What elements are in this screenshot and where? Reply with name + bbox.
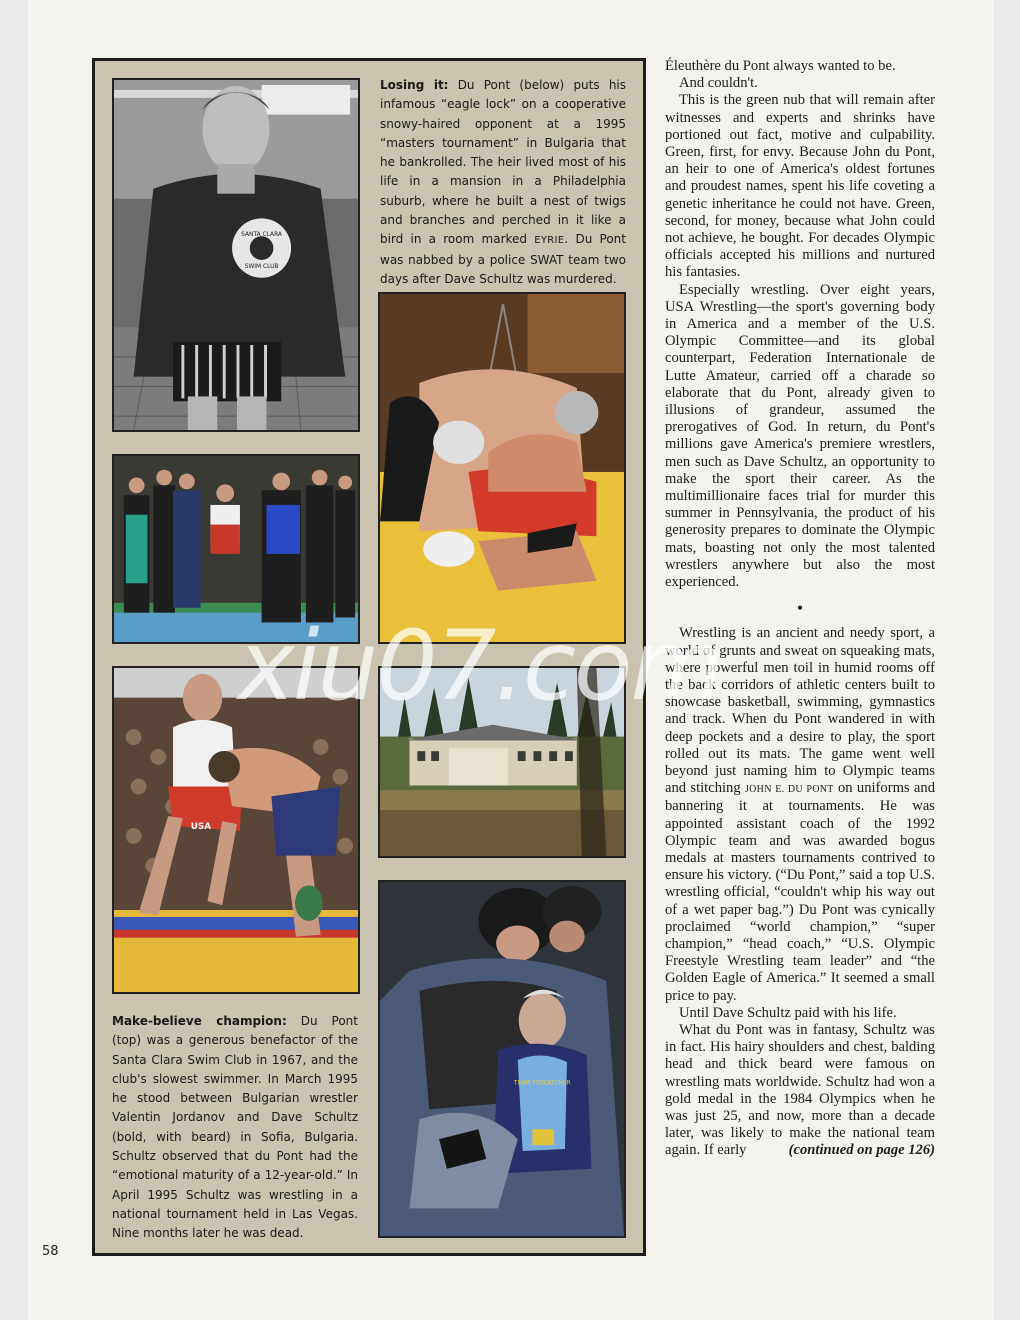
caption-text-end: . Du Pont was nabbed by a police SWAT team two days after Dave Schultz was murdered. [380, 232, 626, 286]
article-paragraph: And couldn't. [679, 75, 758, 92]
swim-patch-bottom-text: SWIM CLUB [244, 263, 279, 270]
caption-lead: Make-believe champion: [112, 1014, 287, 1028]
article-paragraph: Especially wrestling. Over eight years, USA Wrestling—the sport's governing body in America and a member of the U.S. Olympic Committee—and its global counterpart, Federation Internationale de Lutte Amateur, carried off a charade so elaborate that du Pont, already given to illusions of grandeur, assumed the prerogatives of God. In return, du Pont's millions gave America's premiere wrestlers, men such as Dave Schultz, an opportunity to make the sport their career. As the multimillionaire faces trial for murder this summer in Pennsylvania, the product of his generosity prepares to dominate the Olympic mats, boasting not only the most talented wrestlers anywhere but also the most experienced. [665, 281, 935, 591]
photo-eagle-lock [378, 292, 626, 644]
swim-patch-top-text: SANTA CLARA [241, 232, 282, 239]
article-paragraph [665, 1022, 935, 1160]
article-text: on uniforms and bannering it at tournaments. He was appointed assistant coach of the 1992 Olympic team and was awarded bogus medals at masters tournaments contrived to ensure his victory. (“Du Pont,” said a top U.S. wrestling official, “couldn't whip his way out of a wet paper bag.”) Du Pont was cynically proclaimed “world champion,” “super champion,” “head coach,” “U.S. Olympic Freestyle Wrestling team leader” and “the Golden Eagle of America.” It seemed a small price to pay. [665, 780, 935, 1004]
caption-lead: Losing it: [380, 78, 449, 92]
article-paragraph: Éleuthère du Pont always wanted to be. [665, 58, 896, 74]
article-paragraph: Until Dave Schultz paid with his life. [679, 1004, 897, 1021]
article-paragraph: This is the green nub that will remain after witnesses and experts and shrinks have portioned out fact, motive and culpability. Green, first, for envy. Because John du Pont, an heir to one of America's oldest fortunes and proudest names, spent his life coveting a genetic inheritance he could not have. Green, second, for money, because what John could not achieve, he bought. For decades Olympic officials accepted his millions and nurtured his fantasies. [665, 92, 935, 281]
caption-eyrie: EYRIE [534, 235, 565, 247]
page-number: 58 [42, 1244, 59, 1259]
caption-losing-it [380, 76, 626, 289]
photo-schultz-las-vegas [112, 666, 360, 994]
photo-du-pont-swim-club [112, 78, 360, 432]
photo-mansion [378, 666, 626, 858]
singlet-text: USA [190, 821, 212, 833]
continued-link[interactable]: (continued on page 126) [788, 1142, 935, 1159]
photo-sofia-crowd [112, 454, 360, 644]
watermark: xiu07.com [238, 610, 723, 722]
section-bullet: • [796, 598, 804, 619]
shirt-text: TEAM FOXCATCHER [513, 1080, 571, 1087]
article-text: Wrestling is an ancient and needy sport, a world of grunts and sweat on squeaking mats, where powerful men toil in humid rooms off the back corridors of athletic centers built to showcase basketball, swimming, gymnastics and track. When du Pont wandered in with deep pockets and a desire to play, the sport rolled out its mats. The game went well beyond just naming him to Olympic teams and stitching [665, 625, 935, 797]
caption-make-believe [112, 1012, 358, 1244]
photo-swat-arrest [378, 880, 626, 1238]
article-paragraph [665, 625, 935, 1004]
caption-text: Du Pont (top) was a generous benefactor of the Santa Clara Swim Club in 1967, and the club's slowest swimmer. In March 1995 he stood between Bulgarian wrestler Valentin Jordanov and Dave Schultz (bold, with beard) in Sofia, Bulgaria. Schultz observed that du Pont had the “emotional maturity of a 12-year-old.” In April 1995 Schultz was wrestling in a national tournament held in Las Vegas. Nine months later he was dead. [112, 1014, 358, 1241]
caption-text: Du Pont (below) puts his infamous “eagle lock” on a cooperative snowy-haired opponent at a 1995 “masters tournament” in Bulgaria that he bankrolled. The heir lived most of his life in a mansion in a Philadelphia suburb, where he built a nest of twigs and branches and perched in it like a bird in a room marked [380, 78, 627, 247]
article-small-caps: JOHN E. DU PONT [744, 784, 834, 796]
article-column [665, 58, 935, 1160]
article-text: What du Pont was in fantasy, Schultz was in fact. His hairy shoulders and chest, balding head and thick beard were famous on wrestling mats worldwide. Schultz had won a gold medal in the 1984 Olympics when he was just 25, and now, more than a decade later, was likely to make the national team again. If early [665, 1021, 935, 1159]
